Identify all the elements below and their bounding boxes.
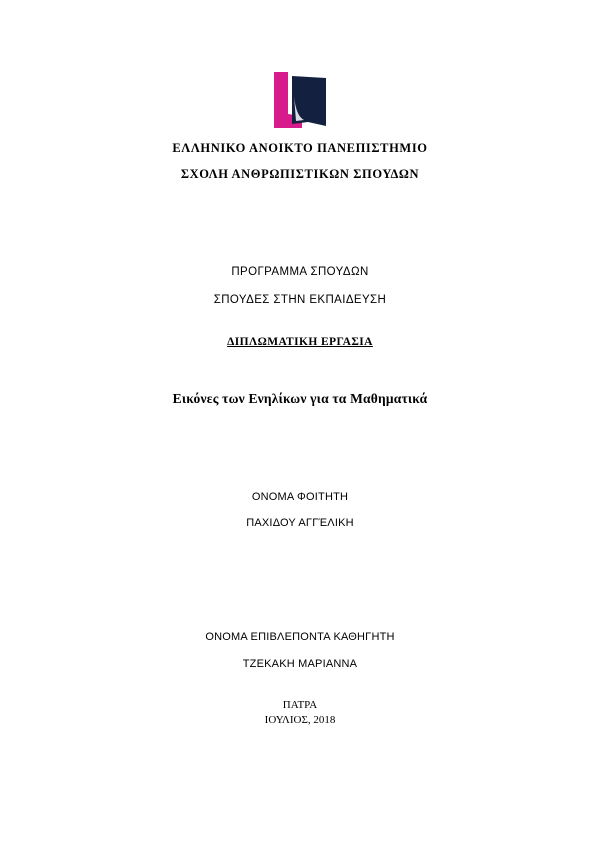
student-name: ΠΑΧΙΔΟΥ ΑΓΓΈΛΙΚΗ	[246, 517, 354, 529]
student-label: ΟΝΟΜΑ ΦΟΙΤΗΤΗ	[251, 491, 349, 503]
supervisor-name: ΤΖΕΚΑΚΗ ΜΑΡΙΑΝΝΑ	[242, 658, 358, 670]
thesis-type: ΔΙΠΛΩΜΑΤΙΚΗ ΕΡΓΑΣΙΑ	[227, 336, 373, 348]
university-logo	[274, 72, 328, 128]
university-name: ΕΛΛΗΝΙΚΟ ΑΝΟΙΚΤΟ ΠΑΝΕΠΙΣΤΗΜΙΟ	[172, 141, 428, 155]
school-name: ΣΧΟΛΗ ΑΝΘΡΩΠΙΣΤΙΚΩΝ ΣΠΟΥΔΩΝ	[180, 167, 420, 181]
thesis-title: Εικόνες των Ενηλίκων για τα Μαθηματικά	[172, 391, 428, 406]
supervisor-label: ΟΝΟΜΑ ΕΠΙΒΛΕΠΟΝΤΑ ΚΑΘΗΓΗΤΗ	[205, 631, 395, 643]
city: ΠΑΤΡΑ	[282, 699, 318, 711]
date: ΙΟΥΛΙΟΣ, 2018	[264, 714, 336, 726]
program-name: ΣΠΟΥΔΕΣ ΣΤΗΝ ΕΚΠΑΙΔΕΥΣΗ	[213, 294, 387, 306]
program-label: ΠΡΟΓΡΑΜΜΑ ΣΠΟΥΔΩΝ	[231, 266, 369, 278]
